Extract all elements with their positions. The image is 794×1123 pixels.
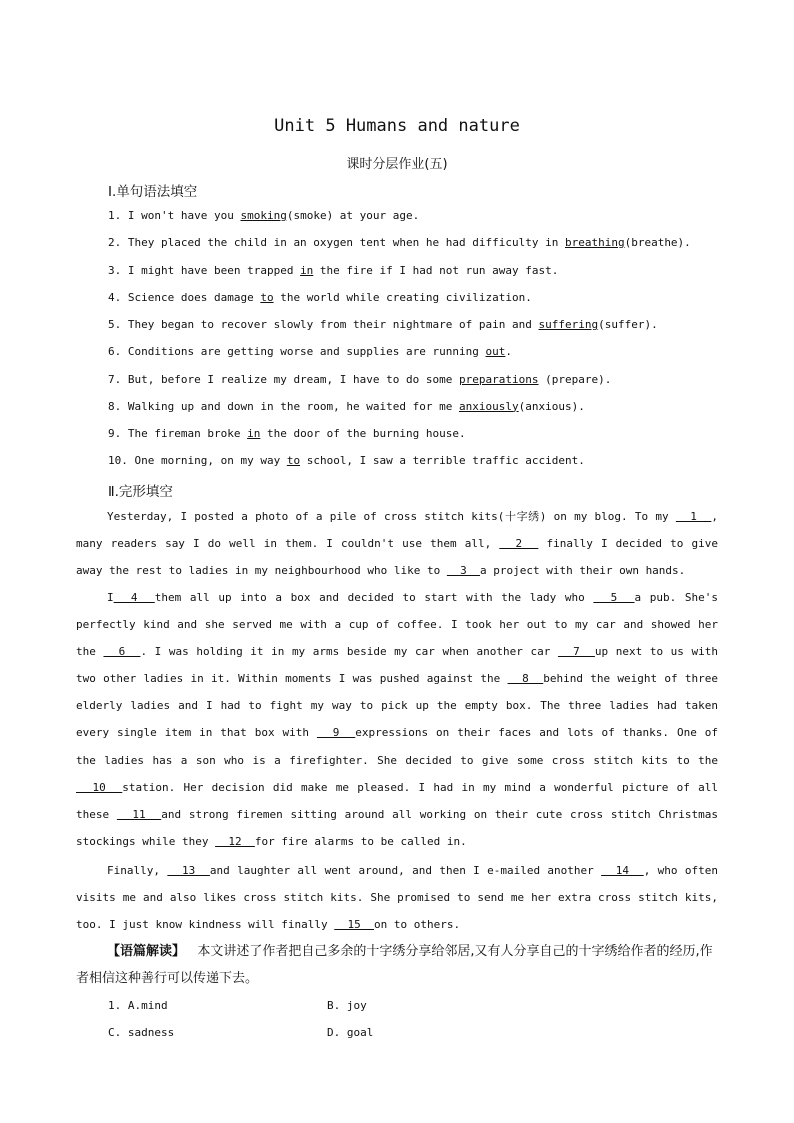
blank-13: 13 xyxy=(167,864,210,877)
item-text: (prepare). xyxy=(538,372,612,386)
section-1-heading: Ⅰ.单句语法填空 xyxy=(108,184,198,200)
blank-14: 14 xyxy=(601,864,644,877)
option-d: D. goal xyxy=(327,1026,374,1039)
item-text: the fire if I had not run away fast. xyxy=(313,263,559,277)
item-text: They began to recover slowly from their nightmare of pain and xyxy=(127,318,539,331)
option-b: B. joy xyxy=(327,999,367,1012)
blank-6: 6 xyxy=(103,645,141,659)
blank-8: 8 xyxy=(507,672,544,686)
item-number: 2. xyxy=(108,236,122,250)
item-text: (anxious). xyxy=(518,399,585,413)
grammar-item xyxy=(108,290,532,306)
blank-9: 9 xyxy=(316,726,356,740)
item-answer: to xyxy=(286,454,301,468)
blank-15: 15 xyxy=(334,918,375,932)
item-text: I might have been trapped xyxy=(127,263,301,277)
item-answer: preparations xyxy=(459,372,539,386)
item-answer: out xyxy=(485,345,506,359)
item-answer: in xyxy=(300,263,314,277)
question-number: 1. xyxy=(108,999,122,1012)
item-text: But, before I realize my dream, I have to do some xyxy=(127,372,460,386)
item-text: (suffer). xyxy=(598,318,658,331)
item-text: (breathe). xyxy=(624,236,691,250)
blank-2: 2 xyxy=(499,537,539,551)
item-answer: anxiously xyxy=(459,399,519,413)
grammar-item xyxy=(108,208,419,224)
blank-5: 5 xyxy=(593,591,635,604)
interpretation-label: 【语篇解读】 xyxy=(107,944,186,959)
page-subtitle: 课时分层作业(五) xyxy=(346,157,448,172)
grammar-item xyxy=(108,399,585,415)
item-text: I won't have you xyxy=(127,209,241,222)
item-text: One morning, on my way xyxy=(134,454,287,468)
item-number: 7. xyxy=(108,372,122,386)
cloze-paragraph-2: I 4 them all up into a box and decided to start with the lady who 5 a pub. She's perfectly kind and she served me with a cup of coffee. I took her out to my car and showed her the 6 . I was holding it in my arms beside my car when another car 7 up next to us with two other ladies in it. Within moments I was pushed against the 8 behind the weight of three elderly ladies and I had to fight my way to pick up the empty box. The three ladies had taken every single item in that box with 9 expressions on their faces and lots of thanks. One of the ladies has a son who is a firefighter. She decided to give some cross stitch kits to the 10 station. Her decision did make me pleased. I had in my mind a wonderful picture of all these 11 and strong firemen sitting around all working on their cute cross stitch Christmas stockings while they 12 for fire alarms to be called in. xyxy=(76,591,719,848)
interpretation-text: 本文讲述了作者把自己多余的十字绣分享给邻居,又有人分享自己的十字绣给作者的经历,作者相信这种善行可以传递下去。 xyxy=(76,944,713,986)
cloze-paragraph-1: Yesterday, I posted a photo of a pile of cross stitch kits(十字绣) on my blog. To my 1 , many readers say I do well in them. I couldn't use them all, 2 finally I decided to give away the rest to ladies in my neighbourhood who like to 3 a project with their own hands. xyxy=(76,510,718,578)
item-answer: to xyxy=(260,290,274,304)
option-a: A.mind xyxy=(127,999,168,1012)
item-number: 4. xyxy=(108,290,122,304)
section-2-heading: Ⅱ.完形填空 xyxy=(108,484,173,500)
item-text: the door of the burning house. xyxy=(260,427,466,440)
item-text: school, I saw a terrible traffic accident. xyxy=(300,454,585,468)
grammar-item xyxy=(108,372,611,388)
question-1-line-a xyxy=(108,999,168,1012)
grammar-item xyxy=(108,263,558,279)
blank-11: 11 xyxy=(116,807,162,821)
item-number: 3. xyxy=(108,263,122,277)
item-number: 9. xyxy=(108,427,122,440)
item-answer: suffering xyxy=(538,318,599,331)
item-text: Conditions are getting worse and supplies are running xyxy=(127,345,486,359)
item-number: 10. xyxy=(108,454,128,468)
blank-10: 10 xyxy=(76,780,123,794)
blank-4: 4 xyxy=(113,591,155,604)
item-text: (smoke) at your age. xyxy=(286,209,420,222)
item-text: Science does damage xyxy=(127,290,261,304)
grammar-item xyxy=(108,344,512,360)
item-number: 6. xyxy=(108,345,122,359)
item-number: 5. xyxy=(108,318,122,331)
option-c: C. sadness xyxy=(108,1026,175,1039)
item-text: Walking up and down in the room, he waited for me xyxy=(127,399,460,413)
blank-7: 7 xyxy=(557,645,595,659)
cloze-paragraph-3: Finally, 13 and laughter all went around, and then I e-mailed another 14 , who often visits me and also likes cross stitch kits. She promised to send me her extra cross stitch kits, too. I just know kindness will finally 15 on to others. xyxy=(76,864,718,932)
item-text: They placed the child in an oxygen tent when he had difficulty in xyxy=(127,236,565,250)
item-answer: in xyxy=(247,427,261,440)
blank-3: 3 xyxy=(446,564,480,578)
item-text: . xyxy=(505,345,512,359)
blank-12: 12 xyxy=(215,834,255,848)
item-text: The fireman broke xyxy=(127,427,248,440)
item-number: 1. xyxy=(108,209,122,222)
grammar-item xyxy=(108,317,658,333)
grammar-item xyxy=(108,235,691,251)
passage-interpretation xyxy=(76,938,718,992)
blank-1: 1 xyxy=(675,510,712,523)
item-answer: breathing xyxy=(564,236,625,250)
page-title: Unit 5 Humans and nature xyxy=(274,116,520,136)
grammar-item xyxy=(108,426,466,442)
item-text: the world while creating civilization. xyxy=(273,290,532,304)
item-number: 8. xyxy=(108,399,122,413)
grammar-item xyxy=(108,453,585,469)
item-answer: smoking xyxy=(240,209,287,222)
